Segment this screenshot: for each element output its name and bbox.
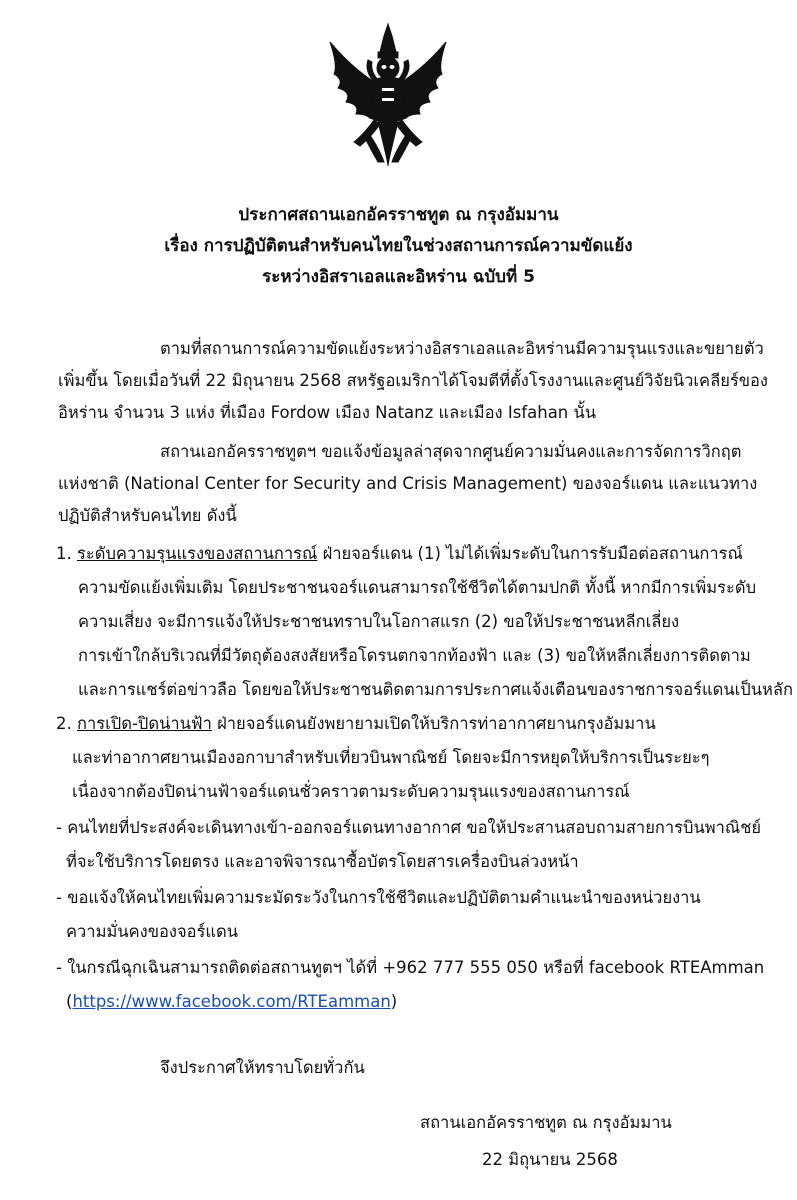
item-1-line-1 bbox=[56, 544, 743, 564]
intro-p2-line-1: สถานเอกอัครราชทูตฯ ขอแจ้งข้อมูลล่าสุดจากศูนย์ความมั่นคงและการจัดการวิกฤต bbox=[160, 442, 742, 461]
item-2-number: 2. bbox=[56, 714, 72, 733]
bullet-2-marker: - bbox=[56, 888, 62, 907]
signature-org: สถานเอกอัครราชทูต ณ กรุงอัมมาน bbox=[420, 1113, 672, 1132]
item-1-first-rest: ฝ่ายจอร์แดน (1) ไม่ได้เพิ่มระดับในการรับมือต่อสถานการณ์ bbox=[317, 544, 743, 563]
bullet-2-line-1 bbox=[56, 888, 701, 908]
item-1-line-4: การเข้าใกล้บริเวณที่มีวัตถุต้องสงสัยหรือโดรนตกจากท้องฟ้า และ (3) ขอให้หลีกเลี่ยงการติดตาม bbox=[78, 646, 751, 665]
item-2-heading: การเปิด-ปิดน่านฟ้า bbox=[77, 714, 212, 733]
item-1-line-2: ความขัดแย้งเพิ่มเติม โดยประชาชนจอร์แดนสามารถใช้ชีวิตได้ตามปกติ ทั้งนี้ หากมีการเพิ่มระดับ bbox=[78, 578, 757, 597]
item-2-line-3: เนื่องจากต้องปิดน่านฟ้าจอร์แดนชั่วคราวตามระดับความรุนแรงของสถานการณ์ bbox=[72, 782, 630, 801]
item-2-line-2: และท่าอากาศยานเมืองอกาบาสำหรับเที่ยวบินพาณิชย์ โดยจะมีการหยุดให้บริการเป็นระยะๆ bbox=[72, 748, 710, 767]
bullet-2-text-1: ขอแจ้งให้คนไทยเพิ่มความระมัดระวังในการใช้ชีวิตและปฏิบัติตามคำแนะนำของหน่วยงาน bbox=[67, 888, 701, 907]
bullet-1-text-1: คนไทยที่ประสงค์จะเดินทางเข้า-ออกจอร์แดนทางอากาศ ขอให้ประสานสอบถามสายการบินพาณิชย์ bbox=[67, 818, 762, 837]
closing-statement: จึงประกาศให้ทราบโดยทั่วกัน bbox=[160, 1058, 365, 1077]
bullet-3-line-2 bbox=[66, 992, 397, 1012]
bullet-2-line-2: ความมั่นคงของจอร์แดน bbox=[66, 922, 239, 941]
item-1-heading: ระดับความรุนแรงของสถานการณ์ bbox=[77, 544, 318, 563]
intro-p1-line-3: อิหร่าน จำนวน 3 แห่ง ที่เมือง Fordow เมือง Natanz และเมือง Isfahan นั้น bbox=[58, 403, 597, 422]
intro-p2-line-3: ปฏิบัติสำหรับคนไทย ดังนี้ bbox=[58, 506, 237, 525]
item-1-line-3: ความเสี่ยง จะมีการแจ้งให้ประชาชนทราบในโอกาสแรก (2) ขอให้ประชาชนหลีกเลี่ยง bbox=[78, 612, 680, 631]
link-open-paren: ( bbox=[66, 992, 73, 1011]
item-1-line-5: และการแชร์ต่อข่าวลือ โดยขอให้ประชาชนติดตามการประกาศแจ้งเตือนของราชการจอร์แดนเป็นหลัก bbox=[78, 680, 793, 699]
bullet-1-marker: - bbox=[56, 818, 62, 837]
title-line-3: ระหว่างอิสราเอลและอิหร่าน ฉบับที่ 5 bbox=[262, 267, 535, 287]
bullet-3-marker: - bbox=[56, 958, 62, 977]
title-line-2: เรื่อง การปฏิบัติตนสำหรับคนไทยในช่วงสถานการณ์ความขัดแย้ง bbox=[164, 236, 633, 256]
intro-p1-line-1: ตามที่สถานการณ์ความขัดแย้งระหว่างอิสราเอลและอิหร่านมีความรุนแรงและขยายตัว bbox=[160, 339, 764, 358]
item-2-line-1 bbox=[56, 714, 656, 734]
item-1-number: 1. bbox=[56, 544, 72, 563]
garuda-emblem-icon bbox=[324, 22, 452, 168]
title-line-1: ประกาศสถานเอกอัครราชทูต ณ กรุงอัมมาน bbox=[238, 205, 559, 225]
bullet-1-line-2: ที่จะใช้บริการโดยตรง และอาจพิจารณาซื้อบัตรโดยสารเครื่องบินล่วงหน้า bbox=[66, 852, 579, 871]
facebook-link[interactable]: https://www.facebook.com/RTEamman bbox=[72, 992, 391, 1011]
bullet-1-line-1 bbox=[56, 818, 761, 838]
intro-p2-line-2: แห่งชาติ (National Center for Security and Crisis Management) ของจอร์แดน และแนวทาง bbox=[58, 474, 758, 493]
item-2-first-rest: ฝ่ายจอร์แดนยังพยายามเปิดให้บริการท่าอากาศยานกรุงอัมมาน bbox=[211, 714, 656, 733]
signature-date: 22 มิถุนายน 2568 bbox=[482, 1150, 618, 1169]
bullet-3-line-1 bbox=[56, 958, 764, 978]
intro-p1-line-2: เพิ่มขึ้น โดยเมื่อวันที่ 22 มิถุนายน 2568 สหรัฐอเมริกาได้โจมตีที่ตั้งโรงงานและศูนย์วิจัยนิวเคลียร์ของ bbox=[58, 371, 768, 390]
bullet-3-text-1: ในกรณีฉุกเฉินสามารถติดต่อสถานทูตฯ ได้ที่ +962 777 555 050 หรือที่ facebook RTEAmman bbox=[67, 958, 765, 977]
link-close-paren: ) bbox=[390, 992, 398, 1011]
